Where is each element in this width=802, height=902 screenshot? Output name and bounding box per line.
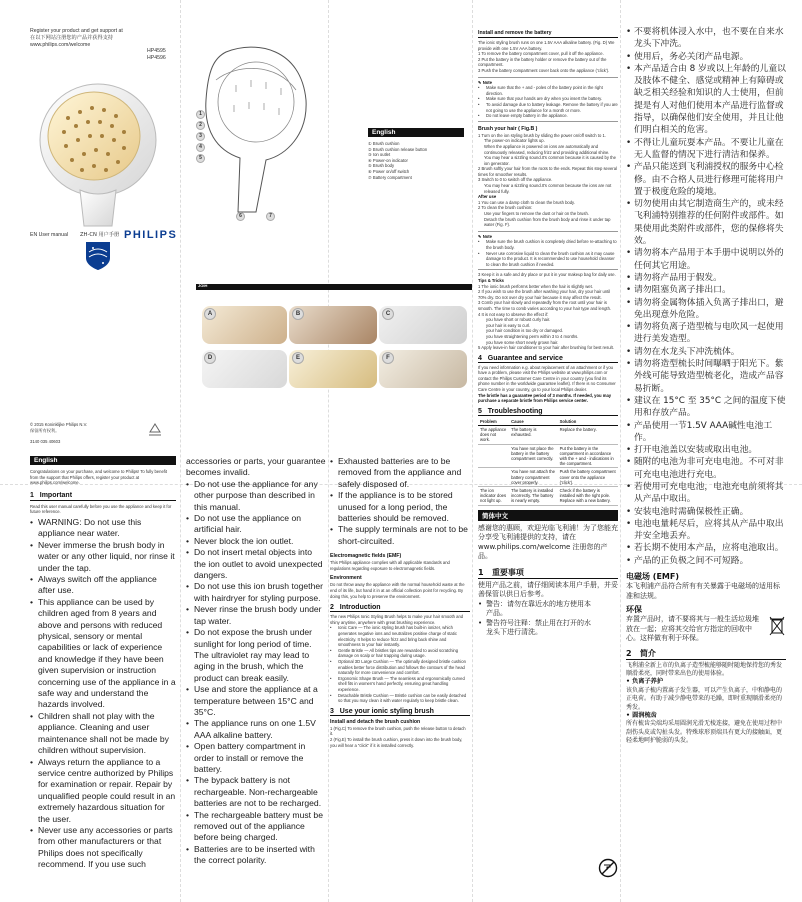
list-item: • The supply terminals are not to be short-circuited. [330, 524, 470, 547]
guarantee-bold: The bristle has a guarantee period of 3 months. If needed, you may purchase a separate bristle from Philips service center. [478, 392, 612, 404]
list-item: • 产品使用一节1.5V AAA碱性电池工作。 [626, 420, 786, 445]
tips-list [478, 284, 618, 351]
feature-heading: • 圆润梳齿 [626, 712, 657, 719]
tip-item: 2 If you wish to use the brush after washing your hair, dry your hair until 70% dry. Do not over dry your hair because it may affect the result. [478, 289, 611, 300]
table-cell: The ion indicator does not light up. [478, 487, 509, 506]
table-cell [478, 444, 509, 468]
callout-badge: 2 [196, 121, 205, 130]
figure-letter: F [382, 352, 394, 364]
battery-intro: The ionic styling brush runs on one 1.5V AAA alkaline battery. (Fig. D) We provide with one 1.5V AAA battery. [478, 40, 615, 51]
list-item: • Never block the ion outlet. [186, 536, 326, 547]
part-item: ③ Ion outlet [368, 152, 391, 158]
section-heading: 1 重要事项 [478, 567, 618, 579]
copyright-block [30, 422, 130, 445]
list-item: • Do not use this ion brush together with hairdryer for styling purpose. [186, 581, 326, 604]
section-heading: 1 Important [30, 492, 176, 501]
cn-welcome: 感谢您的惠顾，欢迎光临飞利浦！为了您能充分享受飞利浦提供的支持，请在 www.philips.com/welcome 注册您的产品。 [478, 523, 618, 561]
list-item: • Always return the appliance to a service centre authorized by Philips for examination or repair. Repair by unqualified people could result in an extremely hazardous situation for the user. [30, 757, 176, 825]
table-cell: You have not attach the battery compartment cover properly. [509, 468, 557, 487]
note-list [478, 85, 618, 119]
section-heading: 5 Troubleshooting [478, 408, 618, 416]
part-item: ① Brush cushion [368, 141, 400, 146]
lang-label-english: English [30, 456, 176, 465]
list-item: • This appliance can be used by children aged from 8 years and above and persons with reduced physical, sensory or mental capabilities or lack of experience and knowledge if they have been given supervision or instruction concerning use of the appliance in a safe way and understand the hazards involved. [30, 597, 176, 711]
list-item: • Do not use the appliance for any other purpose than described in this manual. [186, 479, 326, 513]
part-item: ⑥ Power on/off switch [368, 168, 410, 174]
step-item: You may hear a sizzling sound.It's common because the ions are not released fully. [484, 183, 612, 194]
list-item: • Never use corrosive liquid to clean the brush cushion as it may cause damage to the product. It is recommended to use household cleanser to clean the brush cushion if needed. [478, 251, 618, 268]
tips-heading: Tips & Tricks [478, 277, 504, 283]
guarantee-text: If you need information e.g. about replacement of an attachment or if you have a problem, please visit the Philips website at www.philips.com or contact the Philips Customer Care Centre in your country (you find its phone number in the worldwide guarantee leaflet). If there is no Consumer Care Centre in your country, go to your local Philips dealer. [478, 364, 616, 393]
philips-logo-text: PHILIPS [124, 229, 178, 241]
list-item: • Gentle Bristle — All bristles tips are rewarded to avoid scratching damage on scalp or hair trapping during usage. [330, 648, 470, 659]
feature-text: 所有梳齿尖端均采用圆润光滑无棱连接，避免在使用过程中刮伤头皮或勾扯头发。特殊球形顶端具有更大的接触面，更轻柔地呵护脆弱的头发。 [626, 720, 783, 745]
list-item: • WARNING: Do not use this appliance near water. [30, 517, 176, 540]
tip-item: 3 Comb your hair slowly and repeatedly from the root until your hair is smooth. The time to comb varies according to your hair type and length. [478, 300, 612, 311]
callout-badge: 5 [196, 154, 205, 163]
fold-line [180, 0, 181, 902]
environment-text: 弃置产品时，请不要将其与一般生活垃圾堆放在一起；应将其交给官方指定的回收中心。这样做有利于环保。 [626, 615, 786, 644]
list-item: • 警告：请勿在靠近水的地方使用本产品。 [478, 600, 596, 619]
list-item: • Open battery compartment in order to install or remove the battery. [186, 741, 326, 775]
tip-item: you have some short newly grown hair. [486, 339, 559, 345]
tip-item: you have short or robust curly hair. [486, 317, 551, 323]
list-item: • Never use any accessories or parts from other manufacturers or that Philips does not specifically recommend. If you use such [30, 825, 176, 871]
figure-letter: B [292, 308, 304, 320]
list-item: • 切勿使用由其它制造商生产的，或未经飞利浦特别推荐的任何附件或部件。如果使用此类附件或部件，您的保修将失效。 [626, 198, 786, 247]
feature-text: 该负离子梳内置离子发生器，可以产生负离子，中和静电的正电荷。有助于减少静电带来的毛躁，即时重现顺滑柔亮的秀发。 [626, 686, 783, 711]
product-image [28, 78, 170, 228]
note-label: ✎ Note [478, 79, 492, 85]
list-item: • Never rinse the brush body under tap water. [186, 604, 326, 627]
table-cell: The battery is installed incorrectly. The battery is nearly empty. [509, 487, 557, 506]
subsection-heading: Install and remove the battery [478, 30, 618, 38]
recycle-icon [146, 422, 164, 440]
table-row [478, 468, 618, 487]
list-item: • 产品的正负极之间不可短路。 [626, 555, 786, 567]
brush-diagram [196, 40, 316, 220]
list-item: • The rechargeable battery must be removed out of the appliance before being charged. [186, 810, 326, 844]
list-item: • 请勿将金属物体插入负离子排出口，避免出现意外危险。 [626, 297, 786, 322]
copyright: © 2015 Koninklijke Philips N.V. [30, 422, 88, 427]
table-header: Problem [478, 418, 509, 426]
panel-lang-tag: JOIH [198, 283, 208, 288]
list-item: • 若使用可充电电池，电池充电前须将其从产品中取出。 [626, 481, 786, 506]
table-cell: Put the battery in the compartment in accordance with the + and - indications in the compartment. [558, 444, 618, 468]
brush-steps [478, 133, 618, 195]
subsection-heading: Install and detach the brush cushion [330, 718, 421, 725]
environment-text: Do not throw away the appliance with the normal household waste at the end of its life, but hand it in at an official collection point for recycling. By doing this, you help to preserve the environment. [330, 582, 465, 599]
parts-items [368, 141, 464, 180]
cn-important-list-cont [626, 26, 786, 567]
table-row [478, 426, 618, 445]
list-item: • 本产品适合由 8 岁或以上年龄的儿童以及肢体不健全、感觉或精神上有障碍或缺乏相关经验和知识的人士使用，但前提是有人对他们使用本产品进行监督或指导，以确保他们安全使用，并且让他们明白相关的危害。 [626, 63, 786, 137]
list-item: • 警告符号注释：禁止用在打开的水龙头下进行清洗。 [478, 619, 596, 638]
list-item: • 不要将机体浸入水中，也不要在自来水龙头下冲洗。 [626, 26, 786, 51]
panel-bar [196, 284, 472, 290]
list-item: • Children shall not play with the appliance. Cleaning and user maintenance shall not be made by children without supervision. [30, 711, 176, 757]
list-item: • 不得让儿童玩耍本产品。不要让儿童在无人监督的情况下进行清洁和保养。 [626, 137, 786, 162]
list-item: • Do not leave empty battery in the appliance. [478, 113, 618, 119]
model-number: HP4595 [147, 48, 166, 54]
note-icon: ✎ [478, 233, 482, 239]
callout-badge: 4 [196, 143, 205, 152]
table-cell: The battery is exhausted. [509, 426, 557, 445]
callout-badge: 3 [196, 132, 205, 141]
step-item: 1 You can use a damp cloth to clean the brush body. [478, 199, 576, 205]
table-cell [478, 468, 509, 487]
part-item: ⑤ Brush body [368, 163, 395, 169]
user-manual-cn: ZH-CN 用户手册 [80, 232, 120, 238]
tip-item: 4 It is not easy to observe the effect if: [478, 311, 549, 317]
section-heading: 4 Guarantee and service [478, 355, 618, 363]
tip-item: 1 The ionic brush performs better when the hair is slightly wet. [478, 283, 593, 289]
callout-badge: 7 [266, 212, 275, 221]
register-block [30, 28, 170, 49]
list-item: • Do not insert metal objects into the ion outlet to avoid unexpected dangers. [186, 547, 326, 581]
lang-label-english: English [368, 128, 464, 137]
list-item: • 请勿在水龙头下冲洗梳体。 [626, 346, 786, 358]
weee-bin-icon [768, 615, 786, 637]
step-item: 3 Switch to 0 to switch off the appliance. [478, 177, 553, 183]
battery-step: 1 To remove the battery compartment cover, pull it off the appliance. [478, 51, 604, 57]
list-item: • Never immerse the brush body in water or any other liquid, nor rinse it under the tap. [30, 540, 176, 574]
col-cn [626, 26, 786, 900]
section-heading: 2 简介 [626, 648, 786, 660]
table-row [478, 487, 618, 506]
list-item: • Optional 3D Large Cushion — The optimally designed bristle cushion enables better force distribution and follows the contours of the head naturally for more convenience and comfort. [330, 659, 470, 676]
intro-text: 飞利浦全新上市的负离子造型梳能够随时随地保持您的秀发顺滑柔亮，同时带来出色的使用体验。 [626, 661, 783, 677]
step-item: The power-on indicator lights up. [484, 138, 545, 144]
list-item: • 建议在 15°C 至 35°C 之间的温度下使用和存放产品。 [626, 395, 786, 420]
figure-letter: A [204, 308, 216, 320]
list-item: • Make sure that the + and - poles of the battery point in the right direction. [478, 85, 618, 96]
list-item: • Batteries are to be inserted with the correct polarity. [186, 844, 326, 867]
model-list [147, 48, 187, 62]
intro-text: The new Philips Ionic Styling Brush helps to make your hair smooth and shiny anytime, anywhere with great brushing experience. [330, 614, 464, 625]
figure-letter: C [382, 308, 394, 320]
list-item: • Detachable Bristle Cushion — Bristle cushion can be easily detached so that you may clean it with water regularly to keep bristle clean. [330, 693, 470, 704]
install-step: 1 (Fig.C) To remove the brush cushion, push the release button to detach it. [330, 725, 466, 737]
rights: 保留所有权利。 [30, 427, 60, 433]
emf-text: 本飞利浦产品符合所有有关暴露于电磁场的适用标准和法规。 [626, 582, 780, 600]
table-cell: The appliance does not work. [478, 426, 509, 445]
table-row [478, 444, 618, 468]
fold-line [472, 0, 473, 902]
step-item: 2 Brush softly your hair from the roots to the ends. Repeat this step several times for smoother results. [478, 166, 617, 177]
list-item: • To avoid damage due to battery leakage. Remove the battery if you are not going to use the appliance for a month or more. [478, 102, 618, 113]
list-item: • Always switch off the appliance after use. [30, 574, 176, 597]
list-item: • Make sure the brush cushion is completely dried before re-attaching to the brush body. [478, 239, 618, 250]
environment-heading: 环保 [626, 605, 642, 615]
list-item: • 请勿将负离子造型梳与电吹风一起使用进行美发造型。 [626, 321, 786, 346]
register-line: Register your product and get support at [30, 28, 123, 34]
model-number: HP4596 [147, 55, 166, 61]
list-item: • Make sure that your hands are dry when you insert the battery. [478, 96, 618, 102]
list-item: • 打开电池盖以安装或取出电池。 [626, 444, 786, 456]
troubleshooting-table [478, 418, 618, 506]
battery-step: 2 Put the battery in the battery holder or remove the battery out of the compartment. [478, 56, 607, 68]
subsection-heading: Brush your hair ( Fig.B ) [478, 125, 538, 132]
list-item: • 使用后，务必关闭产品电源。 [626, 51, 786, 63]
figure-letter: D [204, 352, 216, 364]
list-item: • 电池电量耗尽后，应将其从产品中取出并安全地丢弃。 [626, 518, 786, 543]
list-item: • 若长期不使用本产品，应将电池取出。 [626, 542, 786, 554]
list-item: • 产品只能送到飞利浦授权的服务中心检修。由不合格人员进行修理可能将用户置于极度危险的境地。 [626, 161, 786, 198]
list-item: • 请勿将造型梳长时间曝晒于阳光下。紫外线可能导致造型梳老化，造成产品容易折断。 [626, 358, 786, 395]
important-list-end [330, 456, 470, 547]
environment-heading: Environment [330, 575, 362, 582]
parts-list [368, 128, 464, 180]
step-item: 2 To clean the brush cushion: [478, 205, 533, 211]
col-en-4 [478, 30, 618, 900]
after-use-steps [478, 200, 618, 228]
step-item: Use your fingers to remove the dust or hair on the brush. [484, 211, 589, 217]
fold-line [328, 0, 329, 902]
table-cell: Check if the battery is installed with the right pole. Replace with a new battery. [558, 487, 618, 506]
note-icon: ✎ [478, 79, 482, 85]
table-header: Cause [509, 418, 557, 426]
note-label: ✎ Note [478, 233, 492, 239]
tip-item: you have straightening perm within 3 to 4 months. [486, 333, 579, 339]
emf-heading: Electromagnetic fields (EMF) [330, 553, 402, 560]
feature-heading: • 负离子养护 [626, 678, 664, 686]
user-manual-en: EN User manual [30, 232, 69, 238]
step-item: When the appliance is powered on ions are automatically and continuously released, reducing frizz and providing additional shine. [484, 143, 610, 155]
fold-line [620, 0, 621, 902]
note-box [478, 231, 618, 271]
col-en-2 [186, 456, 326, 867]
list-item: • The bypack battery is not rechargeable. Non-rechargeable batteries are not to be recharged. [186, 775, 326, 809]
list-item: • Ionic Care — The ionic styling brush has built-in ionizer, which generates negative ions and neutralizes positive charge of static electricity. It helps to reduce frizz and bring back shine and smoothness to your hair instantly. [330, 625, 470, 647]
list-item: • Ergonomic Shape Brush — The seamless and ergonomically curved shell fits in women's hand perfectly, ensuring great handling experience. [330, 676, 470, 693]
step-item: Detach the brush cushion from the brush body and rinse it under tap water (Fig. F). [484, 216, 611, 228]
list-item: • The appliance runs on one 1.5V AAA alkaline battery. [186, 718, 326, 741]
list-item: • 请勿阻塞负离子排出口。 [626, 284, 786, 296]
step-item: You may hear a sizzling sound.It's common because it is caused by the ion generator. [484, 155, 616, 166]
philips-shield-icon [84, 240, 112, 272]
list-item: • Exhausted batteries are to be removed from the appliance and safely disposed of. [330, 456, 470, 490]
tip-item: 5 Apply leave-in hair conditioner to your hair after brushing for best result. [478, 345, 614, 351]
congrats-text: Congratulations on your purchase, and welcome to Philips! To fully benefit from the support that Philips offers, register your product at www.philips.com/welcome. [30, 469, 168, 486]
list-item: • Use and store the appliance at a temperature between 15°C and 35°C. [186, 684, 326, 718]
callout-badge: 6 [236, 212, 245, 221]
intro-text: Read this user manual carefully before you use the appliance and keep it for future reference. [30, 503, 172, 515]
register-url: www.philips.com/welcome [30, 42, 91, 48]
tip-item: your hair is easy to curl. [486, 322, 531, 328]
table-cell: Replace the battery. [558, 426, 618, 445]
battery-step: 3 Push the battery compartment cover back onto the appliance ('click'). [478, 67, 610, 73]
table-header-row [478, 418, 618, 426]
section-heading: 3 Use your ionic styling brush [330, 708, 470, 716]
list-item: • 请勿将产品用于假发。 [626, 272, 786, 284]
callout-badge: 1 [196, 110, 205, 119]
table-cell: Push the battery compartment cover onto the appliance ('click'). [558, 468, 618, 487]
part-item: ⑦ Battery compartment [368, 174, 412, 180]
no-rinse-icon [598, 858, 618, 878]
table-cell: You have not place the battery in the battery compartment correctly. [509, 444, 557, 468]
lang-label-chinese: 简体中文 [478, 510, 618, 521]
list-item: • 随附的电池为非可充电电池。不可对非可充电电池进行充电。 [626, 456, 786, 481]
emf-heading: 电磁场 (EMF) [626, 572, 679, 582]
table-header: Solution [558, 418, 618, 426]
list-item: • 安装电池时需确保极性正确。 [626, 506, 786, 518]
install-step: 2 (Fig.E) To install the brush cushion, press it down into the brush body, you will hear a "click" if it is installed correctly. [330, 736, 463, 748]
important-list [30, 517, 176, 871]
continuation-text: accessories or parts, your guarantee becomes invalid. [186, 456, 326, 478]
figure-letter: E [292, 352, 304, 364]
doc-code: 3140 035 40603 [30, 439, 61, 445]
note-box [478, 77, 618, 122]
callout-column [196, 110, 212, 165]
list-item: • If the appliance is to be stored unused for a long period, the batteries should be removed. [330, 490, 470, 524]
feature-list [330, 625, 470, 703]
part-item: ④ Power-on indicator [368, 157, 408, 163]
after-use-heading: After use [478, 194, 497, 200]
emf-text: This Philips appliance complies with all applicable standards and regulations regarding exposure to electromagnetic fields. [330, 560, 450, 571]
keep-step: 3 Keep it in a safe and dry place or put it in your makeup bag for daily use. [478, 272, 616, 278]
list-item: • Do not use the appliance on artificial hair. [186, 513, 326, 536]
register-line: 在以下网站注册您的产品并获得支持 [30, 35, 114, 41]
col-en-3 [330, 456, 470, 748]
tip-item: your hair condition is too dry or damaged. [486, 328, 564, 334]
important-list-cont [186, 479, 326, 867]
section-heading: 2 Introduction [330, 604, 470, 612]
col-en-1 [30, 456, 176, 871]
note-list [478, 239, 618, 267]
part-item: ② Brush cushion release button [368, 146, 428, 152]
list-item: • Do not expose the brush under sunlight for long period of time. The ultraviolet ray may lead to aging in the brush, which the product can break easily. [186, 627, 326, 684]
cn-important-list [478, 600, 618, 638]
cn-intro: 使用产品之前，请仔细阅读本用户手册，并妥善保管以供日后参考。 [478, 580, 618, 599]
list-item: • 请勿将本产品用于本手册中说明以外的任何其它用途。 [626, 247, 786, 272]
step-item: 1 Turn on the ion styling brush by sliding the power on/off switch to 1. [478, 132, 606, 138]
